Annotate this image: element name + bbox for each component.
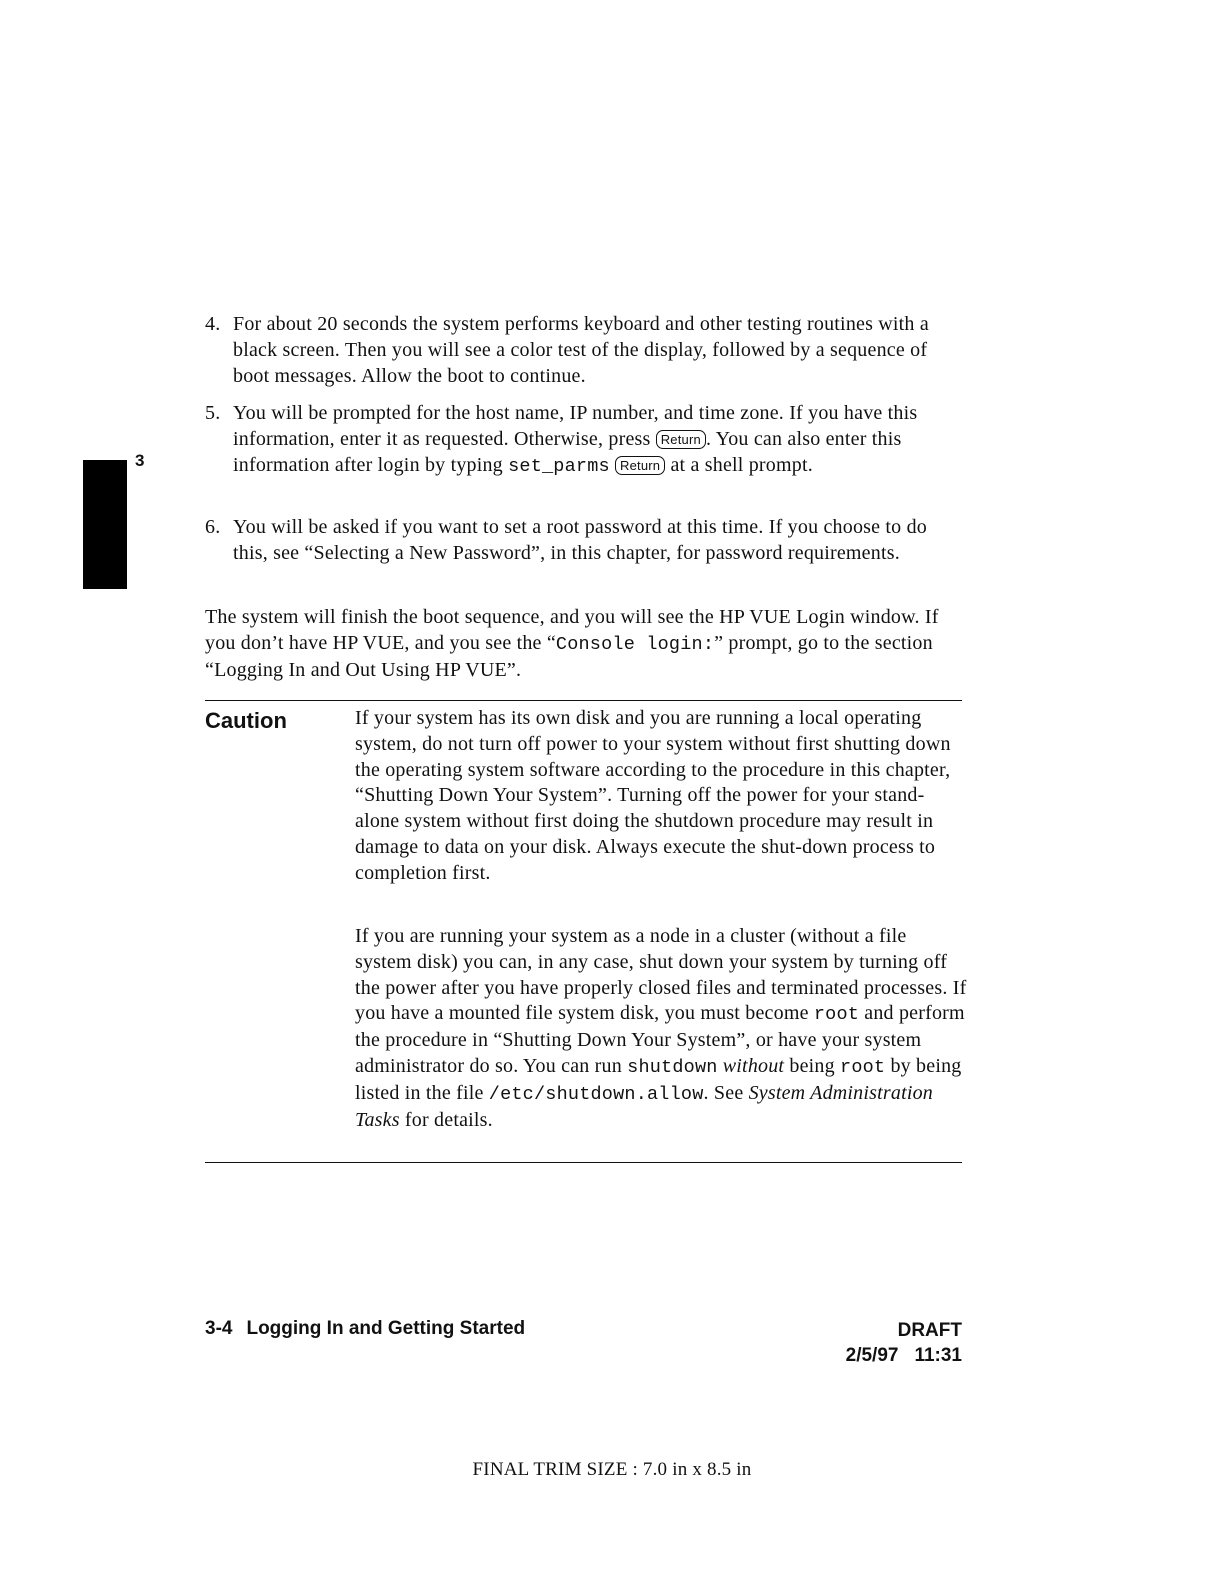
caution-paragraph-1: If your system has its own disk and you are running a local operating system, do not turn off power to your system without first shutting down the operating system software according to the procedure in this chapter, “Shutting Down Your System”. Turning off the power for your stand-alone system without first doing the shutdown procedure may result in damage to data on your disk. Always execute the shut-down process to completion first. — [355, 707, 951, 884]
caution-text: for details. — [399, 1108, 493, 1131]
chapter-tab-bar — [83, 460, 127, 589]
page-number: 3-4 — [205, 1318, 233, 1339]
code-root: root — [813, 1004, 860, 1026]
trim-size-note: FINAL TRIM SIZE : 7.0 in x 8.5 in — [472, 1459, 752, 1480]
return-key: Return — [656, 430, 706, 449]
footer-draft-stamp — [762, 1318, 962, 1368]
step-text: For about 20 seconds the system performs keyboard and other testing routines with a black screen. Then you will see a color test of the display, followed by a sequence of boot messages. Allow the boot to continue. — [233, 313, 929, 387]
command-set-parms: set_parms — [508, 455, 610, 477]
code-shutdown-allow-path: /etc/shutdown.allow — [488, 1083, 704, 1105]
chapter-tab-number: 3 — [135, 451, 145, 470]
caution-bottom-rule — [205, 1162, 962, 1163]
console-login-code: Console login: — [555, 633, 715, 655]
draft-date: 2/5/97 — [845, 1345, 899, 1366]
step-number: 5. — [205, 402, 221, 424]
caution-text: by being listed in the file — [355, 1054, 962, 1104]
step-text: You will be asked if you want to set a root password at this time. If you choose to do this, see “Selecting a New Password”, in this chapter, for password requirements. — [233, 516, 927, 564]
step-text-part: . You can also enter this information after login by typing — [233, 427, 902, 476]
caution-text: being — [784, 1054, 841, 1077]
emphasis-without: without — [722, 1054, 785, 1077]
code-root: root — [840, 1056, 886, 1078]
paragraph-text: The system will finish the boot sequence, and you will see the HP VUE Login window. If you don’t have HP VUE, and you see the “ — [205, 606, 939, 654]
step-6 — [205, 515, 965, 567]
code-shutdown: shutdown — [627, 1056, 718, 1078]
step-5 — [205, 401, 965, 479]
step-number: 6. — [205, 516, 221, 538]
draft-time: 11:31 — [914, 1345, 962, 1366]
step-number: 4. — [205, 313, 221, 335]
footer-page-info — [205, 1318, 525, 1340]
return-key: Return — [615, 456, 665, 475]
caution-paragraph-2 — [355, 924, 967, 1133]
chapter-title: Logging In and Getting Started — [246, 1318, 526, 1339]
paragraph-text: ” prompt, go to the section “Logging In and Out Using HP VUE”. — [205, 631, 933, 681]
step-4 — [205, 312, 965, 389]
caution-label: Caution — [205, 708, 287, 733]
caution-text: . See — [703, 1081, 749, 1104]
step-text — [233, 401, 965, 479]
caution-text: If you are running your system as a node in a cluster (without a file system disk) you can, in any case, shut down your system by turning off the power after you have properly closed files and terminated processes. If you have a mounted file system disk, you must become — [355, 925, 967, 1025]
step-text-part: You will be prompted for the host name, IP number, and time zone. If you have this information, enter it as requested. Otherwise, press — [233, 402, 918, 450]
draft-datetime — [762, 1343, 962, 1368]
draft-label: DRAFT — [897, 1320, 962, 1341]
book-reference: System Administration Tasks — [355, 1081, 933, 1131]
caution-top-rule — [205, 700, 962, 701]
boot-finish-paragraph — [205, 605, 965, 683]
step-text-part: at a shell prompt. — [665, 453, 813, 476]
caution-text: and perform the procedure in “Shutting Down Your System”, or have your system administrator do so. You can run — [355, 1002, 965, 1077]
